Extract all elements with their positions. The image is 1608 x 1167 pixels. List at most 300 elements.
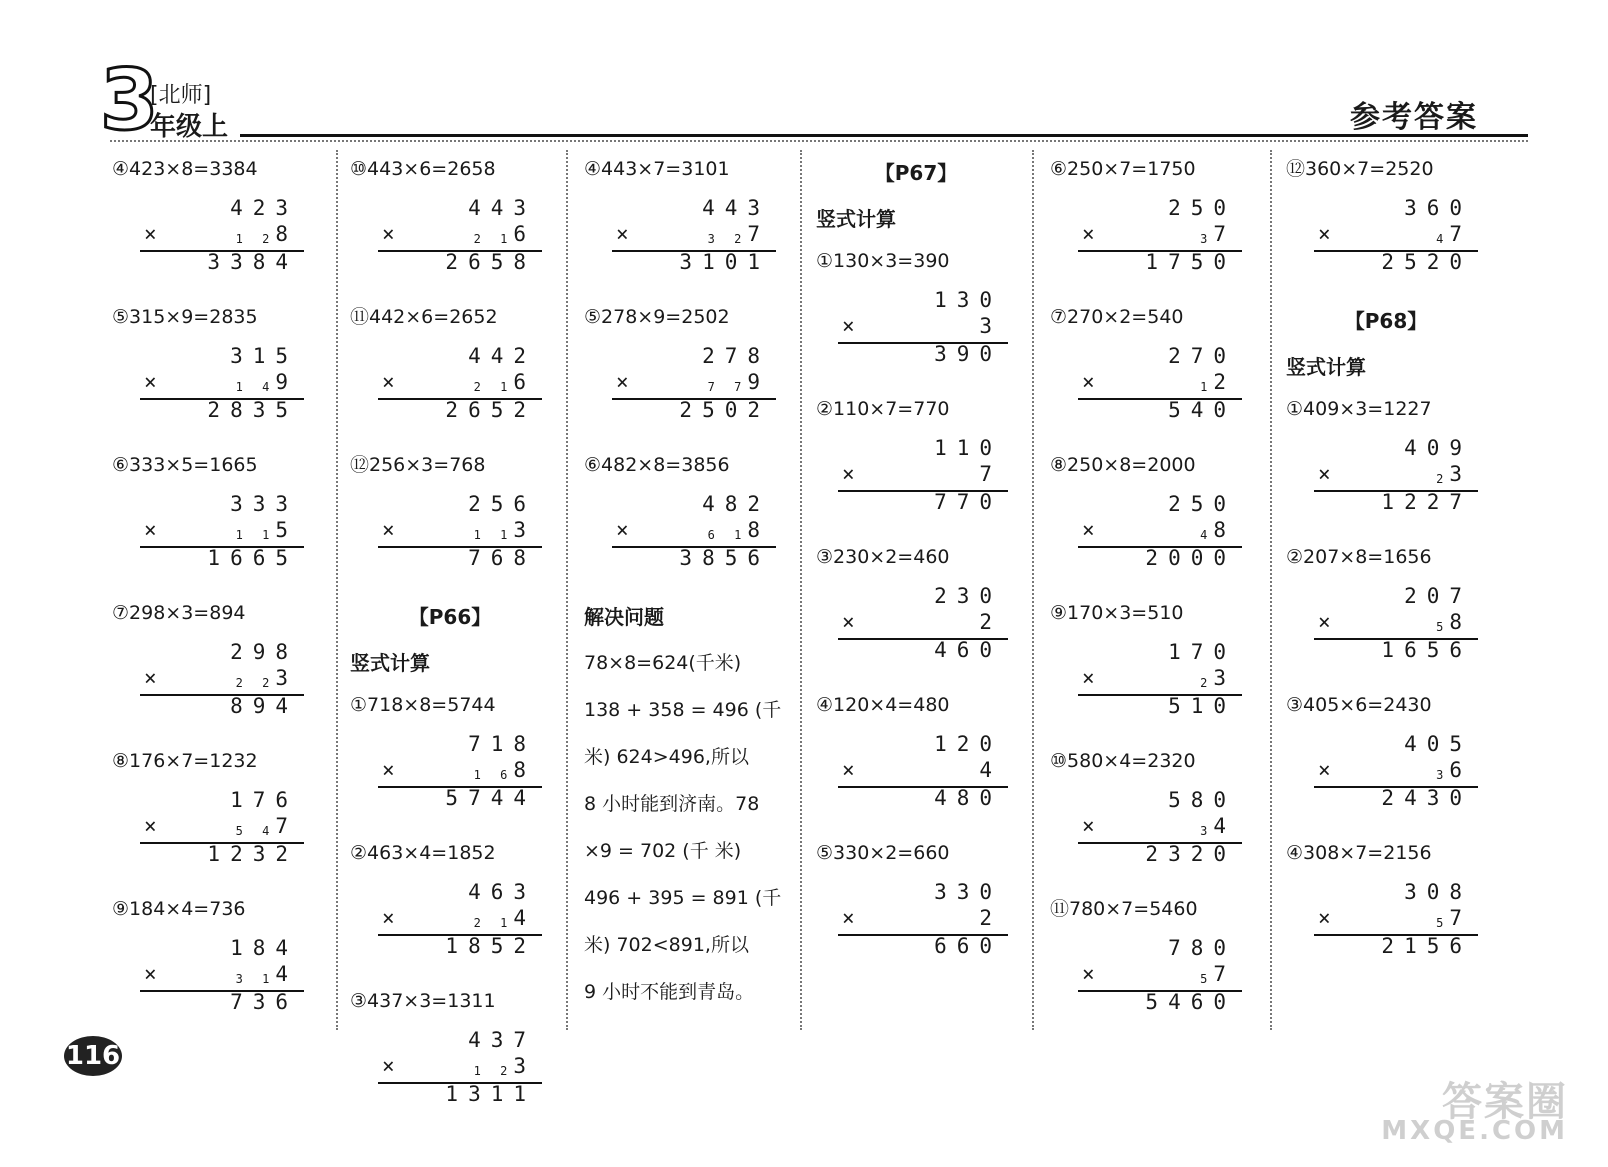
multiplier: 3 <box>275 666 298 690</box>
solution-line: 米) 624>496,所以 <box>584 746 749 768</box>
multiplier-row <box>474 906 536 930</box>
carry-digits: 3 <box>1200 232 1214 246</box>
answer-column <box>584 150 784 1040</box>
multiplier-row <box>1436 222 1472 246</box>
vertical-calc <box>1286 872 1486 982</box>
multiplier-row <box>236 222 298 246</box>
equation: ③230×2=460 <box>816 546 950 568</box>
multiplier-row <box>236 814 298 838</box>
calc-item <box>1050 298 1250 446</box>
multiplier: 8 <box>513 758 536 782</box>
carry-digits: 1 2 <box>235 232 276 246</box>
multiplicand: 315 <box>230 344 298 368</box>
multiplicand: 110 <box>934 436 1002 460</box>
multiplier-row <box>474 222 536 246</box>
vertical-calc <box>350 188 550 298</box>
vertical-calc <box>816 724 1016 834</box>
carry-digits: 5 <box>1436 620 1450 634</box>
product: 768 <box>468 546 536 570</box>
calc-item <box>1050 446 1250 594</box>
column-separator <box>1032 150 1034 1030</box>
multiplicand: 184 <box>230 936 298 960</box>
times-sign: × <box>1318 222 1331 246</box>
grade-logo <box>100 51 250 149</box>
multiplicand: 176 <box>230 788 298 812</box>
multiplicand: 308 <box>1404 880 1472 904</box>
multiplicand: 405 <box>1404 732 1472 756</box>
calc-item <box>350 150 550 298</box>
equation: ⑦270×2=540 <box>1050 306 1184 328</box>
answer-column <box>350 150 550 1106</box>
multiplier-row <box>979 758 1002 782</box>
multiplicand: 170 <box>1168 640 1236 664</box>
calc-item <box>816 686 1016 834</box>
times-sign: × <box>144 518 157 542</box>
column-separator <box>800 150 802 1030</box>
multiplicand: 330 <box>934 880 1002 904</box>
carry-digits: 2 <box>1436 472 1450 486</box>
carry-digits: 2 1 <box>473 380 514 394</box>
solution-line: 78×8=624(千米) <box>584 652 742 674</box>
multiplier: 7 <box>1213 962 1236 986</box>
calc-item <box>112 594 312 742</box>
multiplier: 3 <box>979 314 1002 338</box>
product: 770 <box>934 490 1002 514</box>
equation: ④308×7=2156 <box>1286 842 1432 864</box>
carry-digits: 2 2 <box>235 676 276 690</box>
times-sign: × <box>1318 758 1331 782</box>
vertical-calc <box>350 484 550 594</box>
multiplier: 4 <box>275 962 298 986</box>
vertical-calc <box>1050 928 1250 1038</box>
vertical-calc <box>1050 336 1250 446</box>
page-number: 116 <box>64 1036 122 1076</box>
times-sign: × <box>382 906 395 930</box>
multiplicand: 443 <box>702 196 770 220</box>
multiplier-row <box>979 314 1002 338</box>
multiplier: 9 <box>275 370 298 394</box>
equation: ⑪442×6=2652 <box>350 306 498 328</box>
multiplier: 2 <box>1213 370 1236 394</box>
times-sign: × <box>144 962 157 986</box>
answer-column <box>1286 150 1486 1040</box>
times-sign: × <box>382 518 395 542</box>
header-dotted-rule <box>110 140 1528 142</box>
vertical-calc <box>816 872 1016 982</box>
calc-item <box>584 150 784 298</box>
multiplier: 3 <box>1213 666 1236 690</box>
solution-line: ×9 = 702 (千 米) <box>584 840 742 862</box>
multiplier: 7 <box>1449 222 1472 246</box>
vertical-calc <box>816 428 1016 538</box>
multiplier-row <box>708 222 770 246</box>
watermark-url: MXQE.COM <box>1381 1116 1568 1146</box>
carry-digits: 3 <box>1436 768 1450 782</box>
problem-solution <box>584 640 784 1016</box>
column-separator <box>336 150 338 1030</box>
multiplicand: 270 <box>1168 344 1236 368</box>
calc-item <box>816 242 1016 390</box>
multiplier-row <box>1436 906 1472 930</box>
equation: ⑤330×2=660 <box>816 842 950 864</box>
times-sign: × <box>1082 962 1095 986</box>
product: 5744 <box>445 786 536 810</box>
equation: ①130×3=390 <box>816 250 950 272</box>
section-heading: 竖式计算 <box>816 207 896 231</box>
times-sign: × <box>144 666 157 690</box>
multiplier: 4 <box>979 758 1002 782</box>
solution-line: 米) 702<891,所以 <box>584 934 749 956</box>
vertical-calc <box>584 336 784 446</box>
calc-item <box>112 150 312 298</box>
product: 2156 <box>1381 934 1472 958</box>
multiplier-row <box>236 666 298 690</box>
times-sign: × <box>1082 814 1095 838</box>
product: 736 <box>230 990 298 1014</box>
multiplier: 8 <box>275 222 298 246</box>
equation: ⑧176×7=1232 <box>112 750 258 772</box>
equation: ⑫256×3=768 <box>350 454 486 476</box>
product: 894 <box>230 694 298 718</box>
product: 3101 <box>679 250 770 274</box>
multiplier-row <box>474 758 536 782</box>
carry-digits: 1 <box>1200 380 1214 394</box>
vertical-calc <box>350 1020 550 1130</box>
multiplier-row <box>236 370 298 394</box>
multiplicand: 580 <box>1168 788 1236 812</box>
times-sign: × <box>1318 906 1331 930</box>
page-reference: 【P67】 <box>874 161 958 185</box>
header-rule <box>240 134 1528 137</box>
multiplier: 4 <box>513 906 536 930</box>
multiplicand: 780 <box>1168 936 1236 960</box>
product: 1227 <box>1381 490 1472 514</box>
equation: ⑩443×6=2658 <box>350 158 496 180</box>
product: 1750 <box>1145 250 1236 274</box>
multiplier: 2 <box>979 610 1002 634</box>
vertical-calc <box>1050 632 1250 742</box>
product: 2658 <box>445 250 536 274</box>
multiplier: 8 <box>1449 610 1472 634</box>
section-heading: 解决问题 <box>584 605 664 629</box>
solution-line: 138 + 358 = 496 (千 <box>584 699 782 721</box>
multiplicand: 256 <box>468 492 536 516</box>
product: 3856 <box>679 546 770 570</box>
equation: ⑩580×4=2320 <box>1050 750 1196 772</box>
times-sign: × <box>842 314 855 338</box>
product: 660 <box>934 934 1002 958</box>
multiplicand: 360 <box>1404 196 1472 220</box>
multiplicand: 298 <box>230 640 298 664</box>
calc-item <box>816 390 1016 538</box>
vertical-calc <box>1050 484 1250 594</box>
equation: ②110×7=770 <box>816 398 950 420</box>
section-heading: 竖式计算 <box>1286 355 1366 379</box>
multiplicand: 250 <box>1168 492 1236 516</box>
product: 390 <box>934 342 1002 366</box>
product: 540 <box>1168 398 1236 422</box>
multiplicand: 423 <box>230 196 298 220</box>
multiplier-row <box>1436 758 1472 782</box>
vertical-calc <box>112 780 312 890</box>
equation: ②207×8=1656 <box>1286 546 1432 568</box>
equation: ③437×3=1311 <box>350 990 496 1012</box>
carry-digits: 5 <box>1436 916 1450 930</box>
calc-item <box>1050 594 1250 742</box>
product: 1665 <box>207 546 298 570</box>
times-sign: × <box>1082 666 1095 690</box>
multiplier-row <box>1200 962 1236 986</box>
calc-item <box>1050 150 1250 298</box>
vertical-calc <box>584 484 784 594</box>
times-sign: × <box>1318 462 1331 486</box>
grade-number: 3 <box>100 51 159 149</box>
times-sign: × <box>144 814 157 838</box>
vertical-calc <box>816 280 1016 390</box>
calc-item <box>816 538 1016 686</box>
product: 480 <box>934 786 1002 810</box>
answer-column <box>112 150 312 1040</box>
product: 460 <box>934 638 1002 662</box>
vertical-calc <box>350 336 550 446</box>
multiplicand: 250 <box>1168 196 1236 220</box>
equation: ①409×3=1227 <box>1286 398 1432 420</box>
vertical-calc <box>816 576 1016 686</box>
equation: ④120×4=480 <box>816 694 950 716</box>
carry-digits: 3 <box>1200 824 1214 838</box>
page-reference: 【P66】 <box>408 605 492 629</box>
calc-item <box>350 982 550 1130</box>
product: 5460 <box>1145 990 1236 1014</box>
equation: ⑨184×4=736 <box>112 898 246 920</box>
calc-item <box>112 742 312 890</box>
multiplier: 7 <box>1449 906 1472 930</box>
column-separator <box>1270 150 1272 1030</box>
equation: ③405×6=2430 <box>1286 694 1432 716</box>
answer-column <box>1050 150 1250 1040</box>
page-title: 参考答案 <box>1350 100 1478 135</box>
multiplier: 7 <box>1213 222 1236 246</box>
vertical-calc <box>112 484 312 594</box>
times-sign: × <box>382 222 395 246</box>
times-sign: × <box>842 462 855 486</box>
product: 2502 <box>679 398 770 422</box>
times-sign: × <box>382 370 395 394</box>
solution-line: 8 小时能到济南。78 <box>584 793 760 815</box>
multiplier-row <box>979 906 1002 930</box>
calc-item <box>350 298 550 446</box>
vertical-calc <box>350 872 550 982</box>
times-sign: × <box>1318 610 1331 634</box>
multiplier: 9 <box>747 370 770 394</box>
equation: ④443×7=3101 <box>584 158 730 180</box>
times-sign: × <box>1082 370 1095 394</box>
times-sign: × <box>382 1054 395 1078</box>
product: 1311 <box>445 1082 536 1106</box>
multiplicand: 482 <box>702 492 770 516</box>
equation: ⑥482×8=3856 <box>584 454 730 476</box>
multiplier-row <box>236 518 298 542</box>
vertical-calc <box>1286 428 1486 538</box>
multiplier: 3 <box>1449 462 1472 486</box>
equation: ⑧250×8=2000 <box>1050 454 1196 476</box>
carry-digits: 3 1 <box>235 972 276 986</box>
calc-item <box>112 298 312 446</box>
multiplicand: 120 <box>934 732 1002 756</box>
times-sign: × <box>842 610 855 634</box>
multiplier-row <box>236 962 298 986</box>
times-sign: × <box>842 758 855 782</box>
times-sign: × <box>616 370 629 394</box>
equation: ⑥333×5=1665 <box>112 454 258 476</box>
equation: ⑦298×3=894 <box>112 602 246 624</box>
vertical-calc <box>112 336 312 446</box>
grade-label: 年级上 <box>150 112 229 142</box>
multiplier: 8 <box>747 518 770 542</box>
vertical-calc <box>1050 780 1250 890</box>
multiplier: 7 <box>747 222 770 246</box>
multiplier-row <box>1436 610 1472 634</box>
product: 3384 <box>207 250 298 274</box>
product: 2320 <box>1145 842 1236 866</box>
equation: ⑨170×3=510 <box>1050 602 1184 624</box>
calc-item <box>1050 742 1250 890</box>
carry-digits: 3 2 <box>707 232 748 246</box>
carry-digits: 1 1 <box>473 528 514 542</box>
multiplier-row <box>474 1054 536 1078</box>
carry-digits: 7 7 <box>707 380 748 394</box>
vertical-calc <box>112 188 312 298</box>
vertical-calc <box>1050 188 1250 298</box>
carry-digits: 2 <box>1200 676 1214 690</box>
multiplier-row <box>708 518 770 542</box>
equation: ⑤315×9=2835 <box>112 306 258 328</box>
equation: ④423×8=3384 <box>112 158 258 180</box>
calc-item <box>350 834 550 982</box>
multiplier-row <box>474 518 536 542</box>
carry-digits: 1 4 <box>235 380 276 394</box>
vertical-calc <box>584 188 784 298</box>
product: 1656 <box>1381 638 1472 662</box>
multiplier-row <box>1436 462 1472 486</box>
multiplier-row <box>1200 370 1236 394</box>
section-heading: 竖式计算 <box>350 651 430 675</box>
product: 2000 <box>1145 546 1236 570</box>
multiplier: 4 <box>1213 814 1236 838</box>
carry-digits: 6 1 <box>707 528 748 542</box>
multiplicand: 278 <box>702 344 770 368</box>
times-sign: × <box>1082 222 1095 246</box>
multiplicand: 463 <box>468 880 536 904</box>
carry-digits: 4 <box>1436 232 1450 246</box>
carry-digits: 4 <box>1200 528 1214 542</box>
multiplier: 6 <box>1449 758 1472 782</box>
times-sign: × <box>382 758 395 782</box>
multiplicand: 230 <box>934 584 1002 608</box>
multiplicand: 333 <box>230 492 298 516</box>
calc-item <box>1286 150 1486 298</box>
vertical-calc <box>1286 724 1486 834</box>
equation: ⑫360×7=2520 <box>1286 158 1434 180</box>
edition-label: [北师] <box>150 83 212 108</box>
calc-item <box>1286 538 1486 686</box>
times-sign: × <box>1082 518 1095 542</box>
calc-item <box>1286 390 1486 538</box>
multiplier: 6 <box>513 222 536 246</box>
product: 2835 <box>207 398 298 422</box>
multiplier: 8 <box>1213 518 1236 542</box>
multiplier-row <box>474 370 536 394</box>
page-reference: 【P68】 <box>1344 309 1428 333</box>
solution-line: 496 + 395 = 891 (千 <box>584 887 782 909</box>
calc-item <box>1050 890 1250 1038</box>
multiplier-row <box>979 610 1002 634</box>
product: 510 <box>1168 694 1236 718</box>
vertical-calc <box>1286 188 1486 298</box>
multiplicand: 443 <box>468 196 536 220</box>
carry-digits: 5 4 <box>235 824 276 838</box>
equation: ⑥250×7=1750 <box>1050 158 1196 180</box>
multiplier-row <box>979 462 1002 486</box>
multiplicand: 442 <box>468 344 536 368</box>
product: 2652 <box>445 398 536 422</box>
multiplicand: 409 <box>1404 436 1472 460</box>
calc-item <box>112 890 312 1038</box>
multiplier-row <box>1200 518 1236 542</box>
multiplier: 3 <box>513 1054 536 1078</box>
vertical-calc <box>112 928 312 1038</box>
product: 1852 <box>445 934 536 958</box>
calc-item <box>112 446 312 594</box>
multiplier-row <box>708 370 770 394</box>
equation: ①718×8=5744 <box>350 694 496 716</box>
column-separator <box>566 150 568 1030</box>
carry-digits: 2 1 <box>473 232 514 246</box>
carry-digits: 1 6 <box>473 768 514 782</box>
times-sign: × <box>616 222 629 246</box>
carry-digits: 1 1 <box>235 528 276 542</box>
calc-item <box>1286 686 1486 834</box>
multiplier: 7 <box>979 462 1002 486</box>
equation: ②463×4=1852 <box>350 842 496 864</box>
calc-item <box>584 298 784 446</box>
calc-item <box>816 834 1016 982</box>
multiplier-row <box>1200 814 1236 838</box>
equation: ⑤278×9=2502 <box>584 306 730 328</box>
vertical-calc <box>1286 576 1486 686</box>
times-sign: × <box>144 222 157 246</box>
multiplier: 7 <box>275 814 298 838</box>
multiplicand: 207 <box>1404 584 1472 608</box>
watermark-logo: 答案圈 <box>1442 1079 1568 1125</box>
times-sign: × <box>842 906 855 930</box>
vertical-calc <box>112 632 312 742</box>
multiplier-row <box>1200 222 1236 246</box>
multiplier-row <box>1200 666 1236 690</box>
solution-line: 9 小时不能到青岛。 <box>584 981 755 1003</box>
calc-item <box>584 446 784 594</box>
times-sign: × <box>616 518 629 542</box>
multiplier: 3 <box>513 518 536 542</box>
carry-digits: 1 2 <box>473 1064 514 1078</box>
multiplier: 6 <box>513 370 536 394</box>
product: 2430 <box>1381 786 1472 810</box>
multiplicand: 718 <box>468 732 536 756</box>
answer-column <box>816 150 1016 1040</box>
multiplicand: 130 <box>934 288 1002 312</box>
carry-digits: 5 <box>1200 972 1214 986</box>
calc-item <box>350 686 550 834</box>
